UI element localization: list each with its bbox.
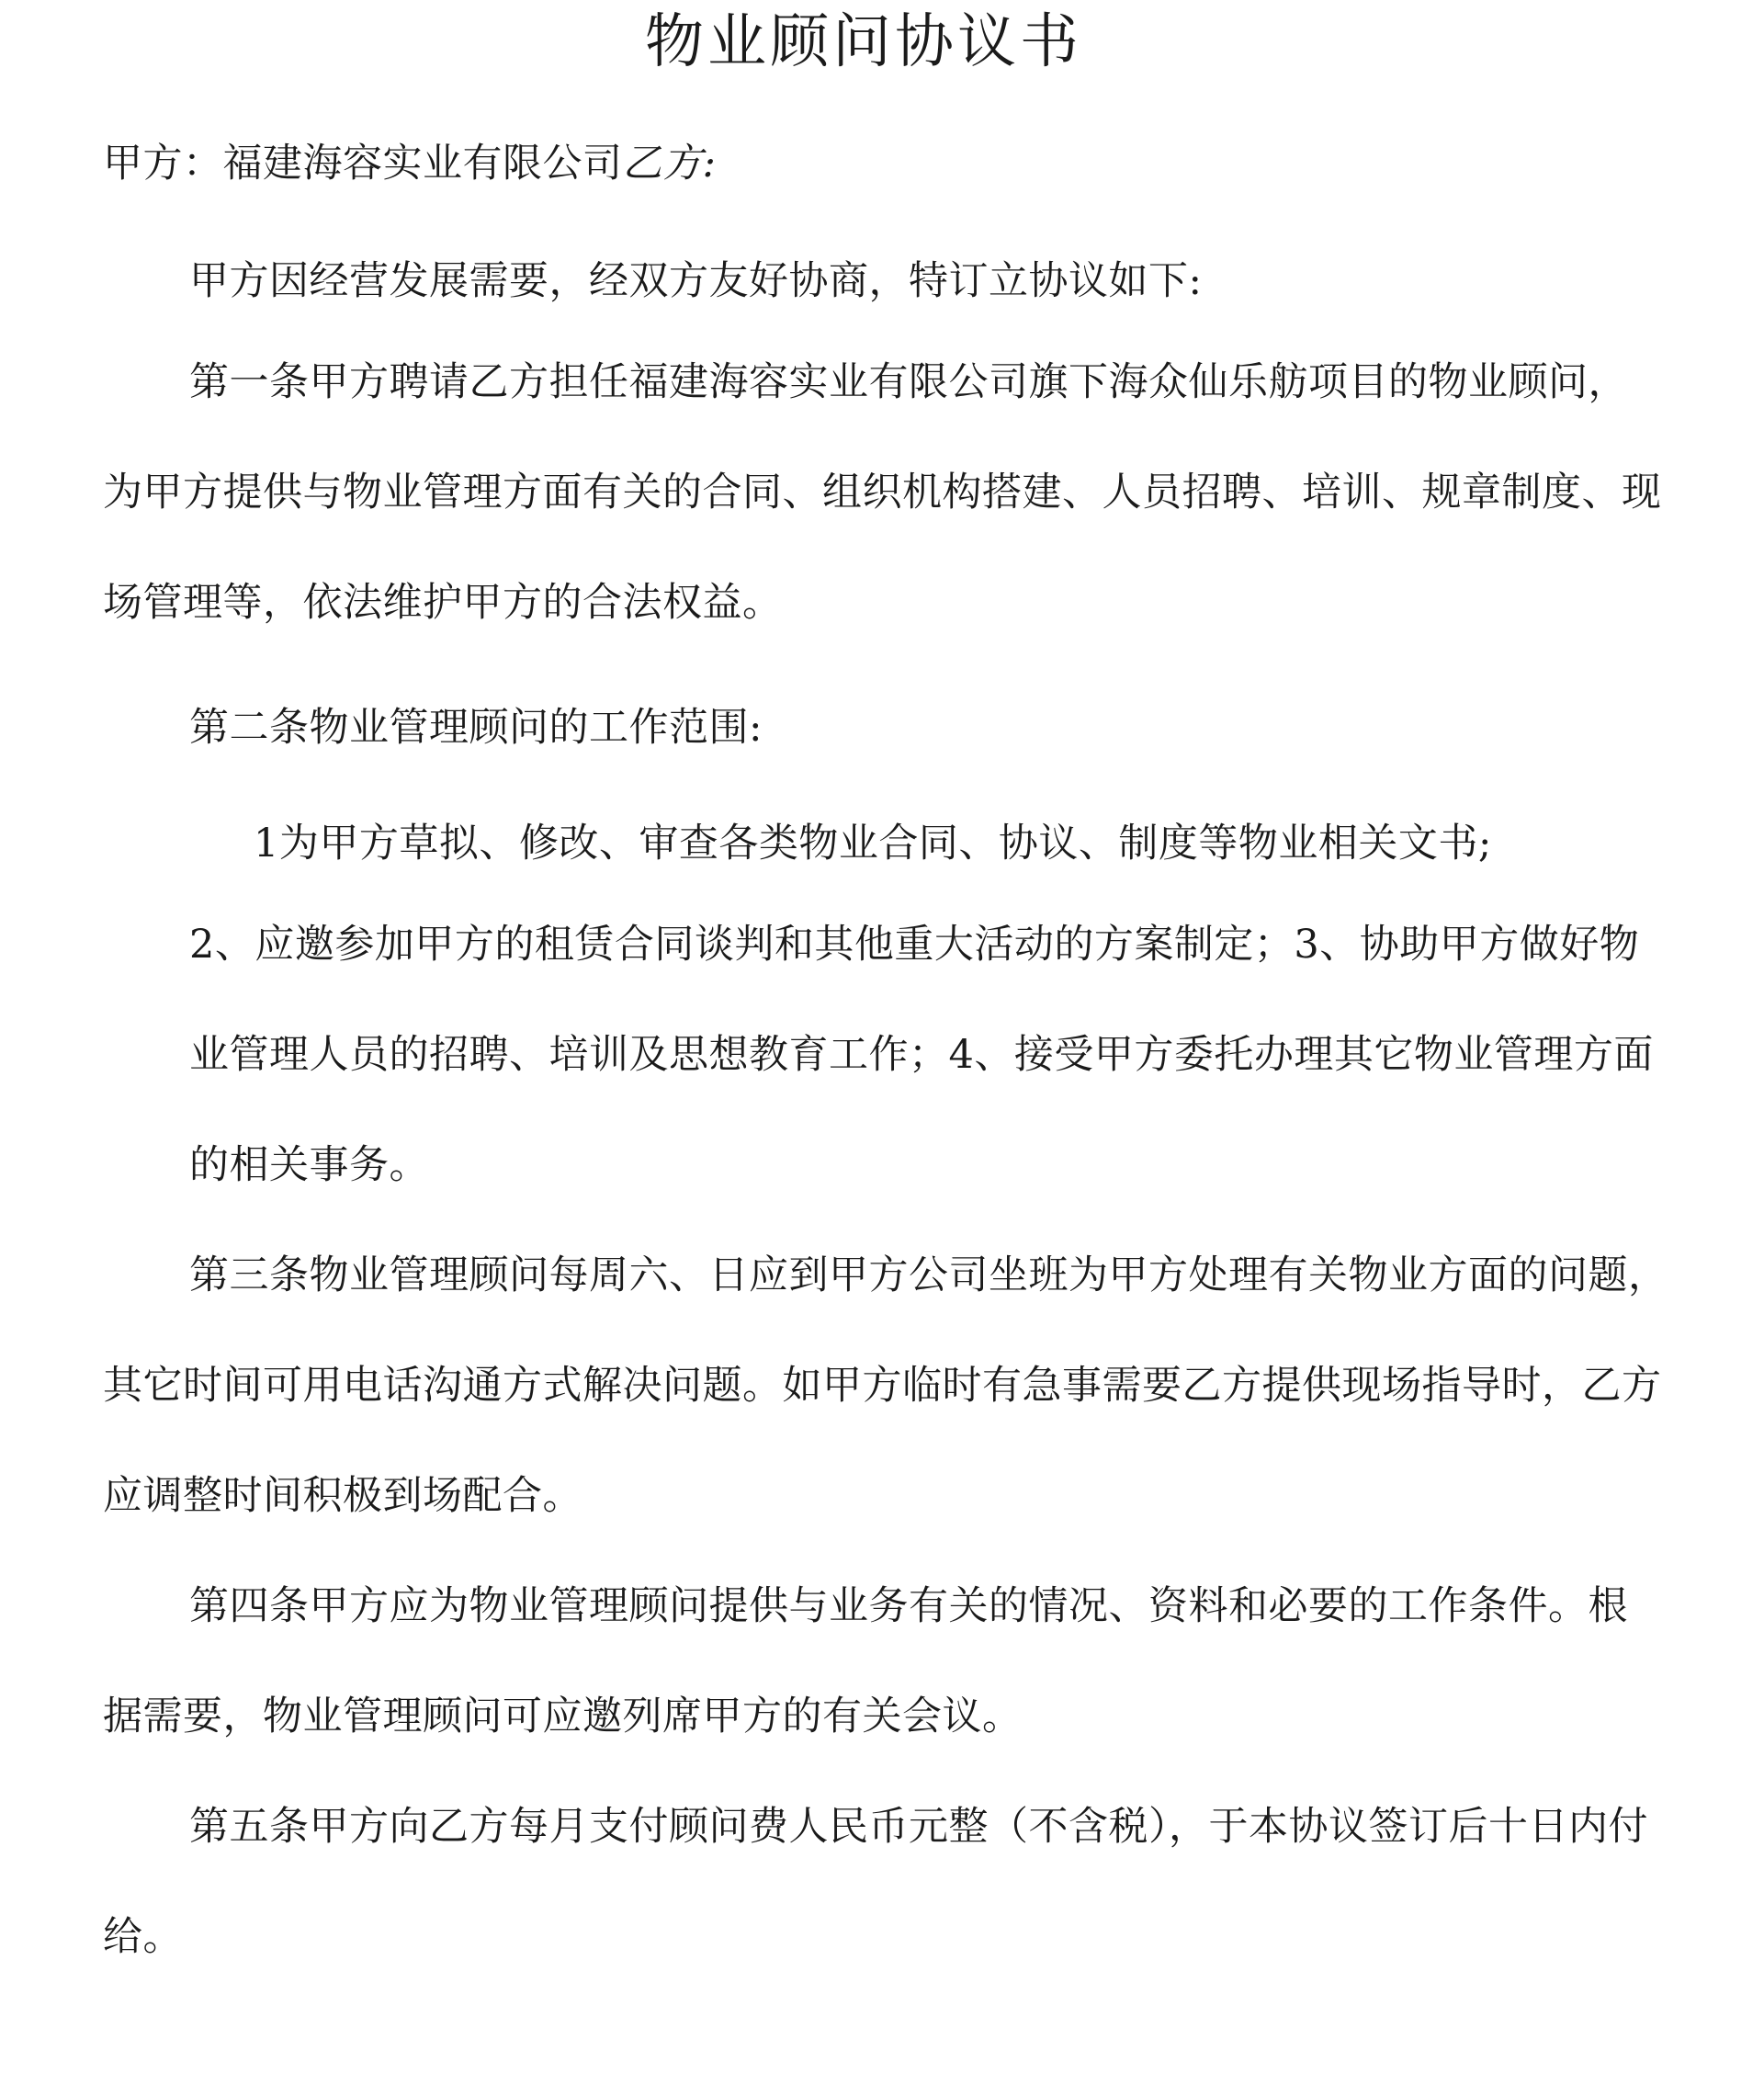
article-2-items-line-3: 的相关事务。 [189,1142,429,1188]
party-a-label: 甲方： [103,141,223,187]
article-2-items-line-2: 业管理人员的招聘、培训及思想教育工作；4、接受甲方委托办理其它物业管理方面 [189,1032,1654,1078]
article-3-line-1: 第三条物业管理顾问每周六、日应到甲方公司坐班为甲方处理有关物业方面的问题， [189,1252,1668,1298]
document-title: 物业顾问协议书 [645,8,1082,76]
article-5-line-2: 给。 [103,1914,183,1960]
article-1-line-3: 场管理等，依法维护甲方的合法权益。 [103,580,783,626]
article-2-heading: 第二条物业管理顾问的工作范围: [189,705,763,751]
parties-line [103,136,717,191]
article-4-line-2: 据需要，物业管理顾问可应邀列席甲方的有关会议。 [103,1694,1023,1739]
article-5-line-1: 第五条甲方向乙方每月支付顾问费人民币元整（不含税），于本协议签订后十日内付 [189,1804,1648,1850]
party-b-label: 乙方: [622,141,717,187]
article-3-line-3: 应调整时间积极到场配合。 [103,1473,582,1519]
article-1-line-2: 为甲方提供与物业管理方面有关的合同、组织机构搭建、人员招聘、培训、规章制度、现 [103,470,1662,516]
article-4-line-1: 第四条甲方应为物业管理顾问提供与业务有关的情况、资料和必要的工作条件。根 [189,1583,1628,1629]
article-3-line-2: 其它时间可用电话沟通方式解决问题。如甲方临时有急事需要乙方提供现场指导时，乙方 [103,1363,1662,1409]
party-a-name: 福建海容实业有限公司 [222,141,623,187]
intro-paragraph: 甲方因经营发展需要，经双方友好协商，特订立协议如下: [189,258,1203,304]
article-2-items-line-1: 2、应邀参加甲方的租赁合同谈判和其他重大活动的方案制定；3、协助甲方做好物 [189,922,1640,968]
article-2-item-1: 1为甲方草拟、修改、审查各类物业合同、协议、制度等物业相关文书; [254,821,1492,867]
article-1-line-1: 第一条甲方聘请乙方担任福建海容实业有限公司旗下海众仙乐舫项目的物业顾问， [189,359,1628,405]
